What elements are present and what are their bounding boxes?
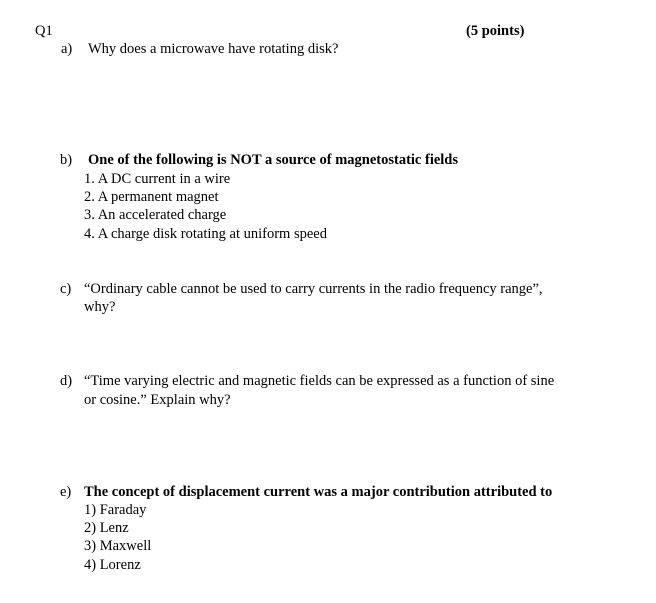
- question-d-line-2: or cosine.” Explain why?: [84, 392, 231, 408]
- question-b-text-post: a source of magnetostatic fields: [261, 152, 459, 168]
- question-e-label: e): [60, 484, 72, 500]
- question-b-label: b): [60, 152, 73, 168]
- question-d-line-1: “Time varying electric and magnetic fields can be expressed as a function of sine: [84, 373, 555, 389]
- question-d-label: d): [60, 373, 73, 389]
- question-b-text-pre: One of the following is: [88, 152, 231, 168]
- question-b-option-4: 4. A charge disk rotating at uniform speed: [84, 226, 327, 242]
- question-number: Q1: [35, 23, 53, 39]
- question-e-option-3: 3) Maxwell: [84, 538, 152, 554]
- question-e-option-4: 4) Lorenz: [84, 557, 141, 573]
- question-b-text-emph: NOT: [230, 152, 262, 168]
- question-b-option-2: 2. A permanent magnet: [84, 189, 219, 205]
- question-b-text: [88, 151, 458, 169]
- question-e-option-2: 2) Lenz: [84, 520, 129, 536]
- question-e-text: The concept of displacement current was a major contribution attributed to: [84, 484, 553, 500]
- question-b-option-1: 1. A DC current in a wire: [84, 171, 231, 187]
- question-c-label: c): [60, 281, 72, 297]
- question-b-option-3: 3. An accelerated charge: [84, 207, 227, 223]
- points-label: (5 points): [466, 23, 525, 39]
- question-c-line-2: why?: [84, 299, 116, 315]
- question-c-line-1: “Ordinary cable cannot be used to carry currents in the radio frequency range”,: [84, 281, 543, 297]
- question-a-label: a): [61, 41, 73, 57]
- question-a-text: Why does a microwave have rotating disk?: [88, 41, 339, 57]
- question-e-option-1: 1) Faraday: [84, 502, 147, 518]
